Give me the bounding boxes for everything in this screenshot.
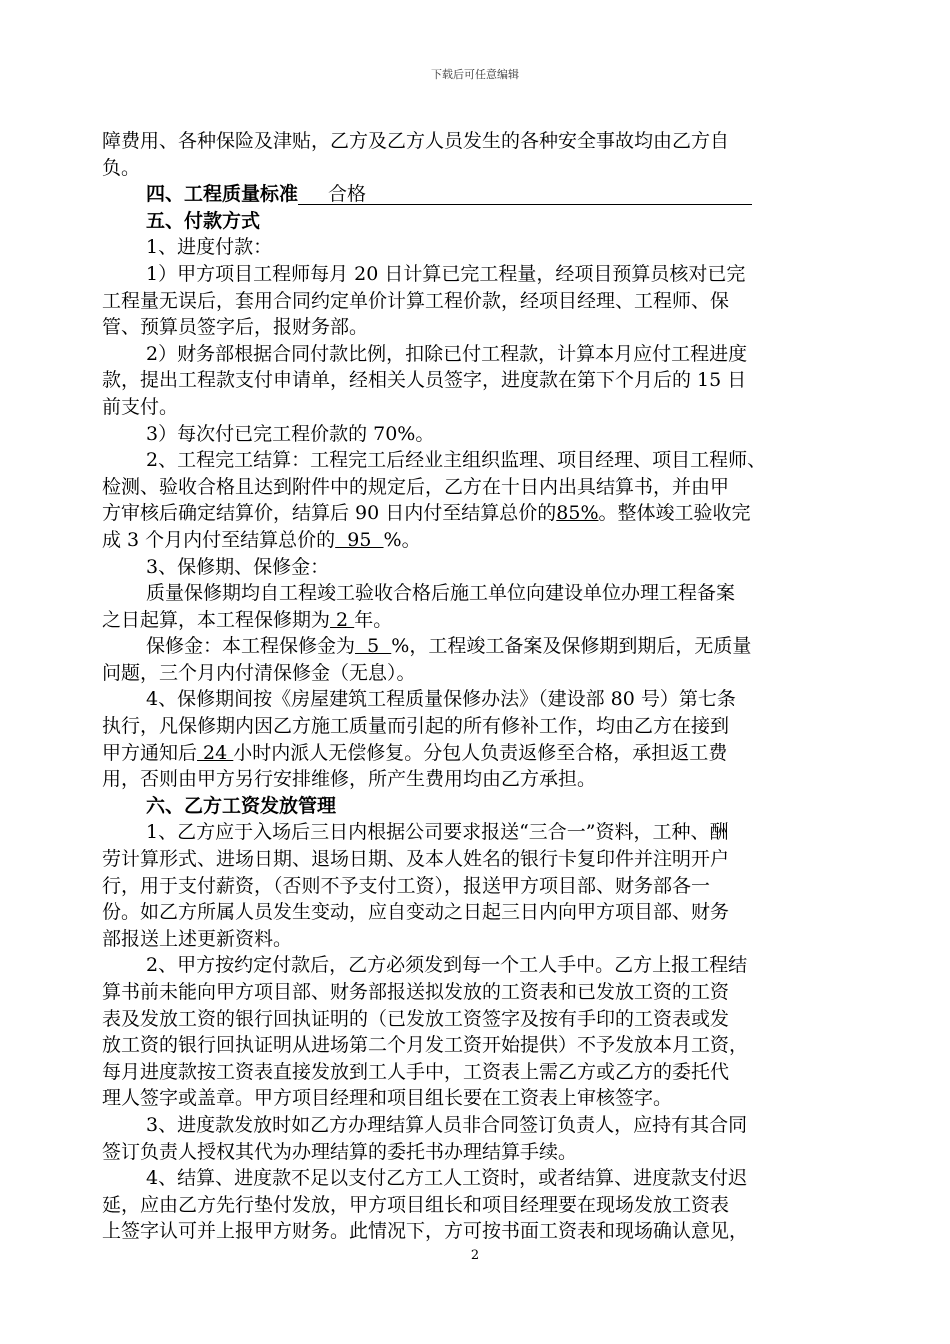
text-line: 检测、验收合格且达到附件中的规定后，乙方在十日内出具结算书，并由甲 [102, 475, 730, 498]
page-number: 2 [470, 1248, 480, 1263]
text-segment: 甲方通知后 [102, 741, 198, 764]
text-line: 签订负责人授权其代为办理结算的委托书办理结算手续。 [102, 1140, 578, 1163]
final-payment-percent: 95 [335, 528, 384, 551]
text-segment: 方审核后确定结算价，结算后 90 日内付至结算总价的 [102, 502, 557, 525]
text-line: 部报送上述更新资料。 [102, 927, 293, 950]
section-heading-payment: 五、付款方式 [146, 209, 261, 232]
text-line: 负。 [102, 156, 141, 179]
section-heading-quality [102, 181, 862, 208]
text-segment: 小时内派人无偿修复。分包人负责返修至合格，承担返工费 [233, 741, 728, 764]
text-segment: 成 3 个月内付至结算总价的 [102, 528, 336, 551]
text-line [102, 607, 862, 634]
text-line: 表及发放工资的银行回执证明的（已发放工资签字及按有手印的工资表或发 [102, 1007, 730, 1030]
document-body [102, 128, 862, 1245]
text-segment: 。整体竣工验收完 [598, 502, 751, 525]
text-line: 款，提出工程款支付申请单，经相关人员签字，进度款在第下个月后的 15 日 [102, 369, 747, 392]
text-line [102, 527, 862, 554]
settlement-percent: 85% [556, 502, 599, 525]
text-line: 3、保修期、保修金： [146, 555, 330, 578]
warranty-deposit-percent: 5 [355, 635, 392, 658]
repair-hours: 24 [197, 741, 234, 764]
text-line: 劳计算形式、进场日期、退场日期、及本人姓名的银行卡复印件并注明开户 [102, 848, 730, 871]
text-line: 质量保修期均自工程竣工验收合格后施工单位向建设单位办理工程备案 [146, 582, 736, 605]
text-line: 延，应由乙方先行垫付发放，甲方项目组长和项目经理要在现场发放工资表 [102, 1193, 730, 1216]
text-line [102, 500, 862, 527]
section-heading-wages: 六、乙方工资发放管理 [146, 794, 337, 817]
text-segment: 年。 [354, 608, 393, 631]
text-segment: %，工程竣工备案及保修期到期后，无质量 [391, 635, 752, 658]
text-segment: %。 [383, 528, 421, 551]
page-header: 下载后可任意编辑 [431, 68, 519, 81]
text-line: 1、进度付款： [146, 236, 273, 259]
text-line: 3、进度款发放时如乙方办理结算人员非合同签订负责人，应持有其合同 [146, 1113, 748, 1136]
text-line: 3）每次付已完工程价款的 70%。 [146, 422, 435, 445]
text-line: 工程量无误后，套用合同约定单价计算工程价款，经项目经理、工程师、保 [102, 289, 730, 312]
text-line: 上签字认可并上报甲方财务。此情况下，方可按书面工资表和现场确认意见， [102, 1220, 749, 1243]
text-line: 前支付。 [102, 395, 179, 418]
text-line: 1、乙方应于入场后三日内根据公司要求报送“三合一”资料，工种、酬 [146, 821, 729, 844]
text-line: 管、预算员签字后，报财务部。 [102, 316, 369, 339]
text-line: 问题，三个月内付清保修金（无息）。 [102, 661, 416, 684]
text-segment: 之日起算，本工程保修期为 [102, 608, 331, 631]
text-line [102, 633, 862, 660]
text-line: 4、结算、进度款不足以支付乙方工人工资时，或者结算、进度款支付迟 [146, 1167, 748, 1190]
text-line: 障费用、各种保险及津贴，乙方及乙方人员发生的各种安全事故均由乙方自 [102, 130, 730, 152]
text-line: 算书前未能向甲方项目部、财务部报送拟发放的工资表和已发放工资的工资 [102, 981, 730, 1003]
text-line: 份。如乙方所属人员发生变动，应自变动之日起三日内向甲方项目部、财务 [102, 901, 730, 924]
text-segment: 保修金：本工程保修金为 [146, 635, 356, 658]
quality-standard-value: 合格 [298, 184, 752, 205]
warranty-years: 2 [330, 608, 355, 631]
text-line [102, 740, 862, 767]
text-line: 4、保修期间按《房屋建筑工程质量保修办法》（建设部 80 号）第七条 [146, 688, 736, 711]
text-line: 理人签字或盖章。甲方项目经理和项目组长要在工资表上审核签字。 [102, 1087, 673, 1110]
text-line: 每月进度款按工资表直接发放到工人手中，工资表上需乙方或乙方的委托代 [102, 1060, 730, 1083]
text-line: 用，否则由甲方另行安排维修，所产生费用均由乙方承担。 [102, 768, 597, 791]
text-line: 放工资的银行回执证明从进场第二个月发工资开始提供）不予发放本月工资， [102, 1034, 749, 1057]
text-line: 2、工程完工结算：工程完工后经业主组织监理、项目经理、项目工程师、 [146, 449, 767, 472]
text-line: 2、甲方按约定付款后，乙方必须发到每一个工人手中。乙方上报工程结 [146, 954, 748, 977]
section-heading-label: 四、工程质量标准 [146, 183, 299, 206]
text-line: 行，用于支付薪资，（否则不予支付工资），报送甲方项目部、财务部各一 [102, 874, 711, 897]
text-line: 2）财务部根据合同付款比例，扣除已付工程款，计算本月应付工程进度 [146, 342, 748, 365]
text-line: 执行，凡保修期内因乙方施工质量而引起的所有修补工作，均由乙方在接到 [102, 715, 730, 738]
text-line: 1）甲方项目工程师每月 20 日计算已完工程量，经项目预算员核对已完 [146, 262, 746, 285]
